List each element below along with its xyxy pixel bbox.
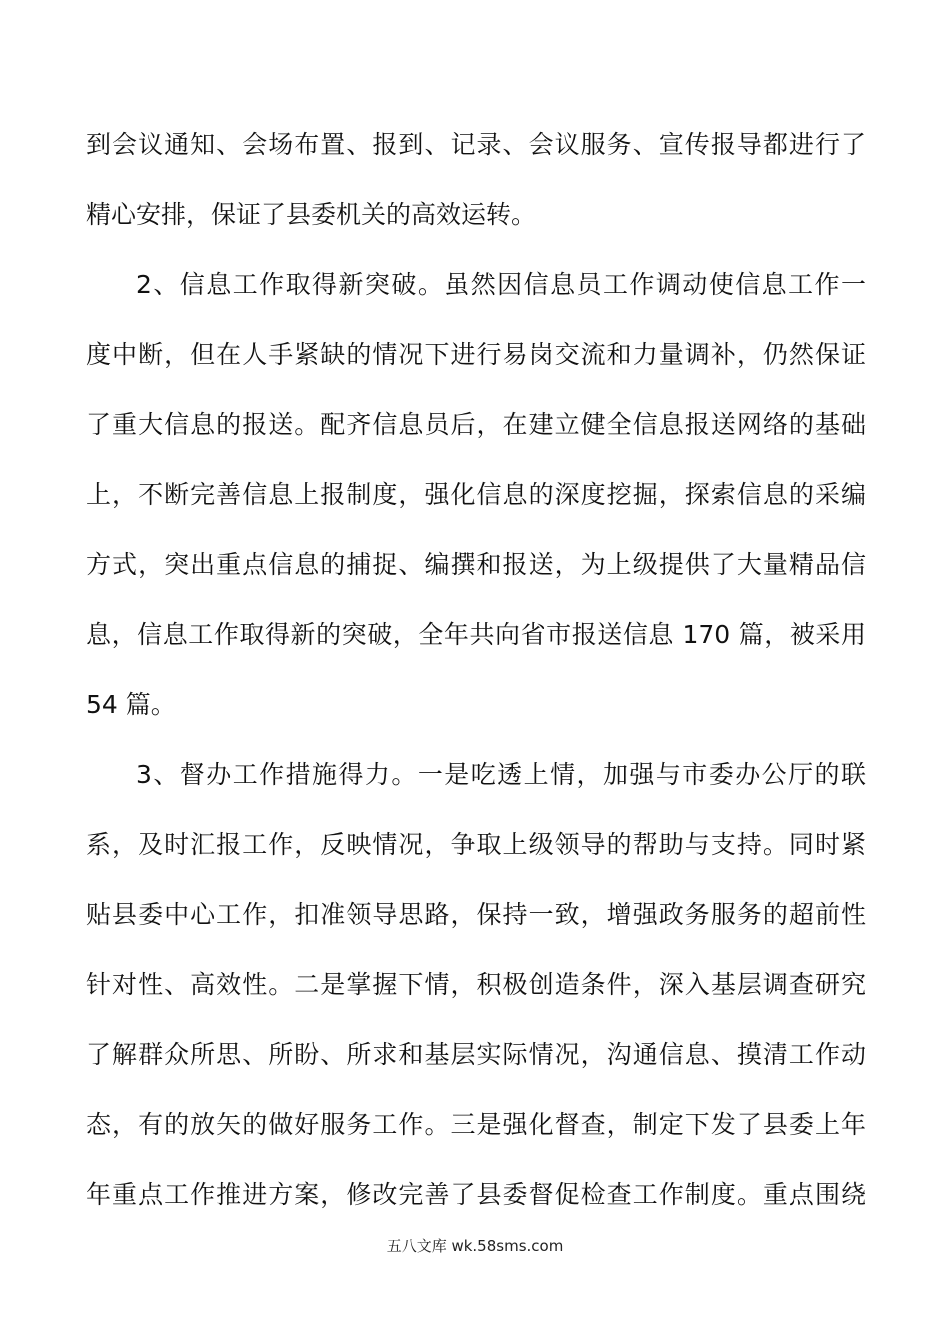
paragraph-line: 了解群众所思、所盼、所求和基层实际情况，沟通信息、摸清工作动 [86,1040,866,1069]
paragraph-line: 态，有的放矢的做好服务工作。三是强化督查，制定下发了县委上年 [86,1110,866,1139]
paragraph-line: 精心安排，保证了县委机关的高效运转。 [86,200,537,229]
paragraph-line: 度中断，但在人手紧缺的情况下进行易岗交流和力量调补，仍然保证 [86,340,866,369]
footer-watermark: 五八文库 wk.58sms.com [386,1237,564,1255]
paragraph-line: 上，不断完善信息上报制度，强化信息的深度挖掘，探索信息的采编 [86,480,866,509]
paragraph-line: 贴县委中心工作，扣准领导思路，保持一致，增强政务服务的超前性 [86,900,866,929]
paragraph-line: 方式，突出重点信息的捕捉、编撰和报送，为上级提供了大量精品信 [86,550,866,579]
paragraph-line: 3、督办工作措施得力。一是吃透上情，加强与市委办公厅的联 [136,760,866,789]
paragraph-line: 针对性、高效性。二是掌握下情，积极创造条件，深入基层调查研究 [86,970,866,999]
paragraph-line: 54 篇。 [86,690,176,719]
paragraph-line: 年重点工作推进方案，修改完善了县委督促检查工作制度。重点围绕 [86,1180,866,1209]
paragraph-line: 2、信息工作取得新突破。虽然因信息员工作调动使信息工作一 [136,270,866,299]
paragraph-line: 到会议通知、会场布置、报到、记录、会议服务、宣传报导都进行了 [86,130,866,159]
paragraph-line: 了重大信息的报送。配齐信息员后，在建立健全信息报送网络的基础 [86,410,866,439]
paragraph-line: 系，及时汇报工作，反映情况，争取上级领导的帮助与支持。同时紧 [86,830,866,859]
paragraph-line: 息，信息工作取得新的突破，全年共向省市报送信息 170 篇，被采用 [86,620,866,649]
